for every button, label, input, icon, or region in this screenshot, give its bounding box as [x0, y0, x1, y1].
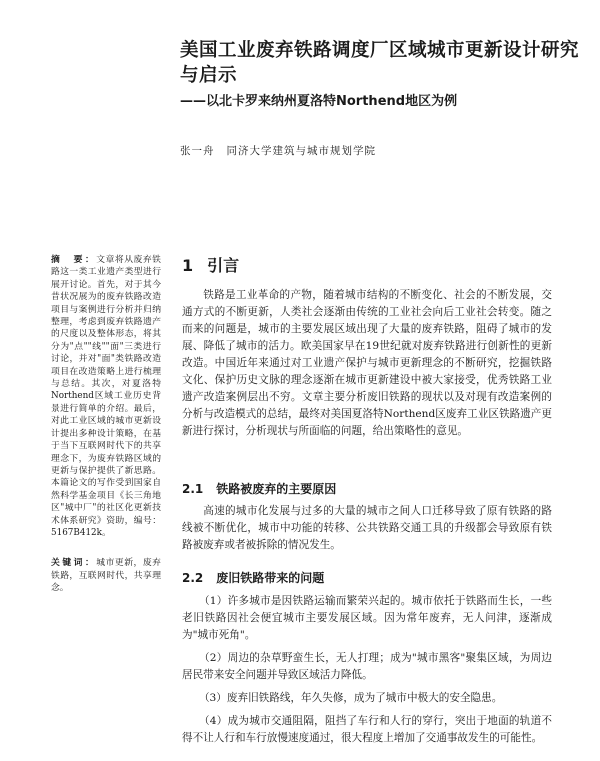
section-title: 废旧铁路带来的问题 [216, 571, 325, 585]
paragraph: 高速的城市化发展与过多的大量的城市之间人口迁移导致了原有铁路的路线被不断优化，城市中功能的转移、公共铁路交通工具的升级都会导致原有铁路被废弃或者被拆除的情况发生。 [182, 505, 552, 551]
abstract-text: 文章将从废弃铁路这一类工业遗产类型进行展开讨论。首先，对于其今昔状况展为的废弃铁路改造项目与案例进行分析并归纳整理，考虑到废弃铁路遗产的尺度以及整体形态，将其分为"点""线""面"三类进行讨论，并对"面"类铁路改造项目在改造策略上进行梳理与总结。其次，对夏洛特Northend区域工业历史背景进行简单的介绍。最后，对此工业区域的城市更新设计提出多种设计策略，在基于当下互联网时代下的共享理念下，为废弃铁路区域的更新与保护提供了新思路。本篇论文的写作受到国家自然科学基金项目《长三角地区"城中厂"的社区化更新技术体系研究》资助，编号：5167B412k。 [51, 255, 161, 538]
abstract-sidebar [51, 254, 161, 595]
list-item: （3）废弃旧铁路线，年久失修，成为了城市中极大的安全隐患。 [198, 692, 503, 704]
section-heading-2-2 [182, 569, 324, 586]
paper-title: 美国工业废弃铁路调度厂区域城市更新设计研究与启示 [180, 40, 580, 86]
list-item: （2）周边的杂草野蛮生长，无人打理；成为"城市黑客"聚集区域，为周边居民带来安全问题并导致区域活力降低。 [182, 652, 552, 681]
section-title: 铁路被废弃的主要原因 [216, 482, 337, 496]
section-heading-intro [182, 253, 239, 276]
paper-subtitle: ——以北卡罗来纳州夏洛特Northend地区为例 [180, 94, 458, 109]
section-body-2-2 [182, 593, 552, 753]
section-body-intro [182, 287, 552, 440]
paragraph: 铁路是工业革命的产物，随着城市结构的不断变化、社会的不断发展，交通方式的不断更新，人类社会逐渐由传统的工业社会向后工业社会转变。随之而来的问题是，城市的主要发展区域出现了大量的废弃铁路，阻碍了城市的发展、降低了城市的活力。欧美国家早在19世纪就对废弃铁路进行创新性的更新改造。中国近年来通过对工业遗产保护与城市更新理念的不断研究，挖掘铁路文化、保护历史文脉的理念逐渐在城市更新建设中被大家接受，优秀铁路工业遗产改造案例层出不穷。文章主要分析废旧铁路的现状以及对现有改造案例的分析与改造模式的总结，最终对美国夏洛特Northend区废弃工业区铁路遗产更新进行探讨，分析现状与所面临的问题，给出策略性的意见。 [182, 289, 552, 437]
section-heading-2-1 [182, 480, 336, 497]
abstract [51, 254, 161, 539]
section-title: 引言 [207, 256, 240, 275]
abstract-label: 摘 要： [51, 255, 97, 265]
section-body-2-1 [182, 503, 552, 554]
keywords-text: 城市更新，废弃铁路，互联网时代，共享理念。 [51, 558, 161, 594]
keywords [51, 557, 161, 594]
section-number: 1 [182, 256, 194, 275]
author-affiliation: 同济大学建筑与城市规划学院 [226, 145, 376, 157]
list-item: （4）成为城市交通阻隔，阻挡了车行和人行的穿行，突出于地面的轨道不得不让人行和车行放慢速度通过，很大程度上增加了交通事故发生的可能性。 [182, 715, 552, 744]
section-number: 2.2 [182, 571, 204, 585]
list-item: （1）许多城市是因铁路运输而繁荣兴起的。城市依托于铁路而生长，一些老旧铁路因社会便宜城市主要发展区域。因为常年废弃，无人问津，逐渐成为"城市死角"。 [182, 595, 552, 641]
keywords-label: 关键词： [51, 558, 97, 569]
author-line [180, 143, 376, 158]
section-number: 2.1 [182, 482, 204, 496]
author-name: 张一舟 [180, 145, 215, 157]
